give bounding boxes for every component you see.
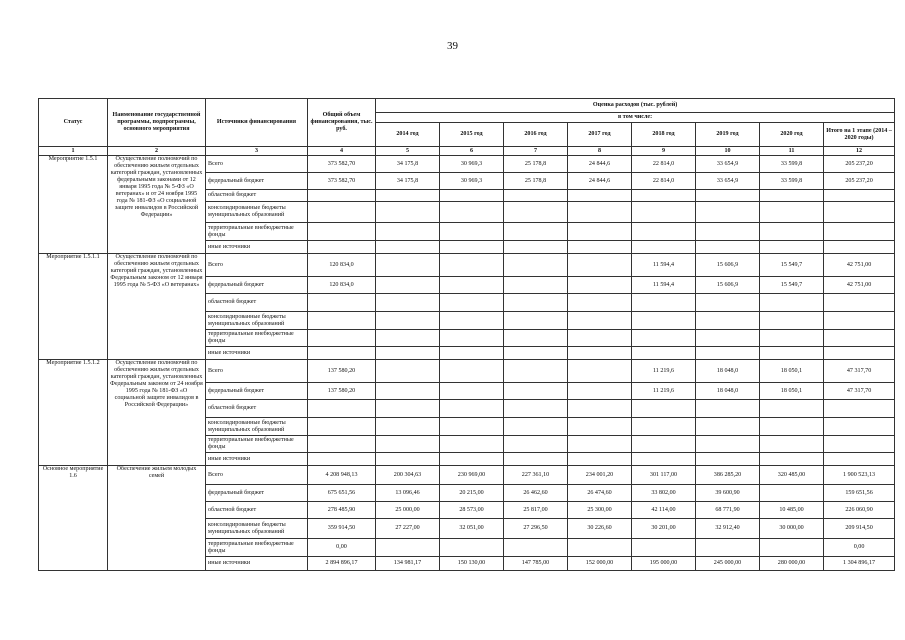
year-amount: 33 599,8 xyxy=(760,156,824,173)
table-row xyxy=(39,156,895,173)
year-amount xyxy=(376,436,440,453)
stage-total-amount xyxy=(824,347,895,360)
year-amount: 30 201,00 xyxy=(632,519,696,539)
year-amount: 27 296,50 xyxy=(504,519,568,539)
funding-source: территориальные внебюджетные фонды xyxy=(206,223,308,241)
year-amount: 15 606,9 xyxy=(696,254,760,277)
year-amount xyxy=(568,223,632,241)
stage-total-amount xyxy=(824,190,895,202)
year-amount xyxy=(760,453,824,466)
column-index: 11 xyxy=(760,147,824,156)
funding-source: иные источники xyxy=(206,347,308,360)
year-amount xyxy=(632,202,696,223)
year-amount xyxy=(376,453,440,466)
year-amount: 27 227,00 xyxy=(376,519,440,539)
column-index: 7 xyxy=(504,147,568,156)
funding-source: федеральный бюджет xyxy=(206,277,308,294)
year-amount: 11 219,6 xyxy=(632,383,696,400)
year-amount: 11 594,4 xyxy=(632,277,696,294)
year-amount xyxy=(568,241,632,254)
year-amount xyxy=(760,241,824,254)
year-amount xyxy=(376,202,440,223)
total-amount: 359 914,50 xyxy=(308,519,376,539)
year-amount xyxy=(696,294,760,312)
year-amount xyxy=(440,436,504,453)
year-amount: 18 048,0 xyxy=(696,383,760,400)
funding-source: консолидированные бюджеты муниципальных образований xyxy=(206,202,308,223)
header-estimate: Оценка расходов (тыс. рублей) xyxy=(376,99,895,113)
year-amount xyxy=(568,360,632,383)
funding-source: иные источники xyxy=(206,557,308,571)
stage-total-amount xyxy=(824,241,895,254)
year-amount: 280 000,00 xyxy=(760,557,824,571)
stage-total-amount: 1 900 523,13 xyxy=(824,466,895,485)
total-amount xyxy=(308,436,376,453)
year-amount xyxy=(440,223,504,241)
year-amount: 10 485,00 xyxy=(760,502,824,519)
year-amount xyxy=(632,241,696,254)
year-amount xyxy=(440,294,504,312)
year-amount xyxy=(504,360,568,383)
year-amount xyxy=(632,539,696,557)
stage-total-amount: 0,00 xyxy=(824,539,895,557)
year-amount xyxy=(376,241,440,254)
row-event-name: Обеспечение жильем молодых семей xyxy=(108,466,206,571)
year-amount xyxy=(504,223,568,241)
year-amount xyxy=(376,347,440,360)
year-amount xyxy=(504,418,568,436)
stage-total-amount: 42 751,00 xyxy=(824,277,895,294)
year-amount xyxy=(696,312,760,330)
total-amount: 120 834,0 xyxy=(308,277,376,294)
funding-source: Всего xyxy=(206,156,308,173)
stage-total-amount xyxy=(824,312,895,330)
year-amount: 150 130,00 xyxy=(440,557,504,571)
year-amount xyxy=(632,418,696,436)
year-amount xyxy=(376,277,440,294)
total-amount: 0,00 xyxy=(308,539,376,557)
year-amount xyxy=(760,539,824,557)
year-amount xyxy=(760,347,824,360)
year-amount: 30 969,3 xyxy=(440,173,504,190)
year-amount xyxy=(760,400,824,418)
year-amount: 30 226,60 xyxy=(568,519,632,539)
stage-total-amount: 159 651,56 xyxy=(824,485,895,502)
year-amount xyxy=(760,202,824,223)
year-amount xyxy=(504,347,568,360)
year-amount xyxy=(568,294,632,312)
year-amount: 15 549,7 xyxy=(760,277,824,294)
total-amount xyxy=(308,453,376,466)
year-amount xyxy=(504,383,568,400)
total-amount: 120 834,0 xyxy=(308,254,376,277)
year-amount: 15 606,9 xyxy=(696,277,760,294)
stage-total-amount: 226 060,90 xyxy=(824,502,895,519)
funding-source: федеральный бюджет xyxy=(206,173,308,190)
year-amount xyxy=(760,436,824,453)
year-amount xyxy=(568,202,632,223)
column-index: 9 xyxy=(632,147,696,156)
year-amount xyxy=(504,436,568,453)
funding-source: иные источники xyxy=(206,453,308,466)
year-amount xyxy=(568,277,632,294)
funding-source: Всего xyxy=(206,360,308,383)
year-amount: 245 000,00 xyxy=(696,557,760,571)
year-amount xyxy=(440,347,504,360)
stage-total-amount xyxy=(824,400,895,418)
year-amount xyxy=(376,383,440,400)
row-status: Основное мероприятие 1.6 xyxy=(39,466,108,571)
year-amount: 227 361,10 xyxy=(504,466,568,485)
year-amount xyxy=(696,202,760,223)
stage-total-amount: 42 751,00 xyxy=(824,254,895,277)
year-amount xyxy=(696,418,760,436)
column-index: 3 xyxy=(206,147,308,156)
funding-source: Всего xyxy=(206,254,308,277)
funding-source: федеральный бюджет xyxy=(206,485,308,502)
year-amount xyxy=(760,312,824,330)
year-amount: 18 048,0 xyxy=(696,360,760,383)
year-amount: 26 462,60 xyxy=(504,485,568,502)
table-row xyxy=(39,254,895,277)
year-amount: 22 814,0 xyxy=(632,173,696,190)
year-amount: 32 912,40 xyxy=(696,519,760,539)
funding-source: областной бюджет xyxy=(206,502,308,519)
header-name: Наименование государственной программы, подпрограммы, основного мероприятия xyxy=(108,99,206,147)
year-amount xyxy=(568,453,632,466)
year-amount: 11 594,4 xyxy=(632,254,696,277)
year-amount xyxy=(504,254,568,277)
year-amount: 26 474,60 xyxy=(568,485,632,502)
stage-total-amount xyxy=(824,418,895,436)
year-amount xyxy=(440,360,504,383)
year-amount: 301 117,00 xyxy=(632,466,696,485)
year-amount xyxy=(696,190,760,202)
header-year: 2020 год xyxy=(760,123,824,147)
year-amount xyxy=(376,360,440,383)
stage-total-amount: 209 914,50 xyxy=(824,519,895,539)
year-amount: 34 175,8 xyxy=(376,173,440,190)
column-index: 4 xyxy=(308,147,376,156)
year-amount xyxy=(504,453,568,466)
year-amount xyxy=(504,330,568,347)
year-amount: 20 215,00 xyxy=(440,485,504,502)
year-amount xyxy=(760,485,824,502)
row-status: Мероприятие 1.5.1 xyxy=(39,156,108,254)
year-amount xyxy=(440,190,504,202)
year-amount xyxy=(568,330,632,347)
year-amount xyxy=(504,241,568,254)
column-index: 6 xyxy=(440,147,504,156)
year-amount: 39 600,90 xyxy=(696,485,760,502)
year-amount: 18 050,1 xyxy=(760,360,824,383)
total-amount xyxy=(308,241,376,254)
stage-total-amount xyxy=(824,453,895,466)
funding-source: территориальные внебюджетные фонды xyxy=(206,436,308,453)
year-amount xyxy=(632,330,696,347)
year-amount: 152 000,00 xyxy=(568,557,632,571)
header-year: 2015 год xyxy=(440,123,504,147)
year-amount xyxy=(376,418,440,436)
year-amount: 28 573,00 xyxy=(440,502,504,519)
year-amount xyxy=(504,277,568,294)
year-amount xyxy=(376,400,440,418)
year-amount xyxy=(376,539,440,557)
year-amount xyxy=(504,312,568,330)
year-amount: 34 175,8 xyxy=(376,156,440,173)
year-amount xyxy=(568,254,632,277)
year-amount xyxy=(440,383,504,400)
row-event-name: Осуществление полномочий по обеспечению жильем отдельных категорий граждан, установленных Федеральным законом от 24 ноября 1995 года № 181-ФЗ «О социальной защите инвалидов в Российской Федерации» xyxy=(108,360,206,466)
year-amount xyxy=(504,400,568,418)
header-sources: Источники финансирования xyxy=(206,99,308,147)
page-number: 39 xyxy=(447,40,458,52)
year-amount xyxy=(376,254,440,277)
year-amount xyxy=(440,202,504,223)
funding-source: областной бюджет xyxy=(206,190,308,202)
column-index: 10 xyxy=(696,147,760,156)
year-amount xyxy=(632,400,696,418)
year-amount xyxy=(632,436,696,453)
stage-total-amount: 205 237,20 xyxy=(824,156,895,173)
total-amount xyxy=(308,330,376,347)
year-amount xyxy=(760,294,824,312)
year-amount: 25 817,00 xyxy=(504,502,568,519)
year-amount xyxy=(440,418,504,436)
header-year: 2019 год xyxy=(696,123,760,147)
year-amount xyxy=(696,539,760,557)
year-amount: 22 814,0 xyxy=(632,156,696,173)
year-amount: 33 654,9 xyxy=(696,156,760,173)
funding-source: Всего xyxy=(206,466,308,485)
year-amount xyxy=(760,418,824,436)
year-amount xyxy=(632,453,696,466)
total-amount: 4 208 948,13 xyxy=(308,466,376,485)
total-amount xyxy=(308,418,376,436)
stage-total-amount xyxy=(824,223,895,241)
funding-source: иные источники xyxy=(206,241,308,254)
header-year: 2016 год xyxy=(504,123,568,147)
funding-source: территориальные внебюджетные фонды xyxy=(206,330,308,347)
header-including: в том числе: xyxy=(376,113,895,123)
year-amount xyxy=(376,312,440,330)
year-amount xyxy=(568,436,632,453)
year-amount xyxy=(440,312,504,330)
stage-total-amount: 1 304 896,17 xyxy=(824,557,895,571)
header-year: 2014 год xyxy=(376,123,440,147)
year-amount xyxy=(696,347,760,360)
funding-source: территориальные внебюджетные фонды xyxy=(206,539,308,557)
total-amount xyxy=(308,223,376,241)
year-amount: 33 802,00 xyxy=(632,485,696,502)
year-amount: 30 969,3 xyxy=(440,156,504,173)
year-amount: 195 000,00 xyxy=(632,557,696,571)
year-amount xyxy=(696,436,760,453)
year-amount xyxy=(440,539,504,557)
funding-source: областной бюджет xyxy=(206,294,308,312)
year-amount: 13 096,46 xyxy=(376,485,440,502)
funding-source: областной бюджет xyxy=(206,400,308,418)
year-amount xyxy=(376,294,440,312)
year-amount xyxy=(504,294,568,312)
year-amount: 234 001,20 xyxy=(568,466,632,485)
funding-source: консолидированные бюджеты муниципальных образований xyxy=(206,519,308,539)
year-amount: 18 050,1 xyxy=(760,383,824,400)
column-index: 2 xyxy=(108,147,206,156)
year-amount xyxy=(632,312,696,330)
stage-total-amount xyxy=(824,202,895,223)
total-amount xyxy=(308,190,376,202)
header-status: Статус xyxy=(39,99,108,147)
column-index: 8 xyxy=(568,147,632,156)
total-amount: 373 582,70 xyxy=(308,156,376,173)
stage-total-amount xyxy=(824,436,895,453)
stage-total-amount: 47 317,70 xyxy=(824,360,895,383)
funding-source: консолидированные бюджеты муниципальных образований xyxy=(206,418,308,436)
header-year: 2018 год xyxy=(632,123,696,147)
year-amount: 320 485,00 xyxy=(760,466,824,485)
year-amount xyxy=(440,330,504,347)
year-amount xyxy=(568,539,632,557)
year-amount xyxy=(696,241,760,254)
funding-source: федеральный бюджет xyxy=(206,383,308,400)
row-status: Мероприятие 1.5.1.1 xyxy=(39,254,108,360)
year-amount: 15 549,7 xyxy=(760,254,824,277)
total-amount: 675 651,56 xyxy=(308,485,376,502)
total-amount xyxy=(308,202,376,223)
year-amount: 33 599,8 xyxy=(760,173,824,190)
year-amount: 134 981,17 xyxy=(376,557,440,571)
year-amount xyxy=(696,453,760,466)
year-amount xyxy=(568,418,632,436)
column-index: 1 xyxy=(39,147,108,156)
year-amount xyxy=(376,223,440,241)
table-row xyxy=(39,360,895,383)
year-amount: 11 219,6 xyxy=(632,360,696,383)
year-amount: 24 844,6 xyxy=(568,173,632,190)
year-amount xyxy=(696,223,760,241)
year-amount xyxy=(696,330,760,347)
stage-total-amount: 205 237,20 xyxy=(824,173,895,190)
year-amount xyxy=(760,190,824,202)
year-amount xyxy=(632,223,696,241)
year-amount: 200 304,63 xyxy=(376,466,440,485)
funding-source: консолидированные бюджеты муниципальных образований xyxy=(206,312,308,330)
year-amount: 25 178,8 xyxy=(504,173,568,190)
total-amount: 137 580,20 xyxy=(308,360,376,383)
table-row xyxy=(39,466,895,485)
year-amount xyxy=(376,190,440,202)
year-amount: 25 178,8 xyxy=(504,156,568,173)
year-amount: 147 785,00 xyxy=(504,557,568,571)
row-event-name: Осуществление полномочий по обеспечению жильем отдельных категорий граждан, установленных федеральными законами от 12 января 1995 года № 5-ФЗ «О ветеранах» и от 24 ноября 1995 года № 181-ФЗ «О социальной защите инвалидов в Российской Федерации» xyxy=(108,156,206,254)
year-amount xyxy=(440,277,504,294)
year-amount xyxy=(568,190,632,202)
year-amount: 386 285,20 xyxy=(696,466,760,485)
total-amount: 2 894 896,17 xyxy=(308,557,376,571)
year-amount xyxy=(632,347,696,360)
year-amount xyxy=(568,312,632,330)
year-amount xyxy=(760,330,824,347)
year-amount: 24 844,6 xyxy=(568,156,632,173)
year-amount xyxy=(504,190,568,202)
column-index: 5 xyxy=(376,147,440,156)
year-amount xyxy=(568,383,632,400)
header-total: Общий объем финансирования, тыс. руб. xyxy=(308,99,376,147)
total-amount: 278 485,90 xyxy=(308,502,376,519)
year-amount: 30 000,00 xyxy=(760,519,824,539)
total-amount xyxy=(308,312,376,330)
year-amount: 25 000,00 xyxy=(376,502,440,519)
header-year: 2017 год xyxy=(568,123,632,147)
total-amount xyxy=(308,400,376,418)
year-amount xyxy=(440,254,504,277)
stage-total-amount xyxy=(824,330,895,347)
year-amount: 25 300,00 xyxy=(568,502,632,519)
year-amount xyxy=(504,539,568,557)
year-amount xyxy=(568,400,632,418)
financing-table xyxy=(38,98,895,571)
year-amount: 230 969,00 xyxy=(440,466,504,485)
year-amount xyxy=(568,347,632,360)
stage-total-amount xyxy=(824,294,895,312)
year-amount xyxy=(632,294,696,312)
year-amount: 68 771,90 xyxy=(696,502,760,519)
year-amount: 42 114,00 xyxy=(632,502,696,519)
column-index: 12 xyxy=(824,147,895,156)
year-amount xyxy=(632,190,696,202)
total-amount: 373 582,70 xyxy=(308,173,376,190)
year-amount xyxy=(760,223,824,241)
row-event-name: Осуществление полномочий по обеспечению жильем отдельных категорий граждан, установленных Федеральным законом от 12 января 1995 года № 5-ФЗ «О ветеранах» xyxy=(108,254,206,360)
year-amount: 33 654,9 xyxy=(696,173,760,190)
total-amount xyxy=(308,347,376,360)
total-amount xyxy=(308,294,376,312)
year-amount xyxy=(696,400,760,418)
year-amount: 32 051,00 xyxy=(440,519,504,539)
year-amount xyxy=(376,330,440,347)
year-amount xyxy=(440,453,504,466)
row-status: Мероприятие 1.5.1.2 xyxy=(39,360,108,466)
year-amount xyxy=(504,202,568,223)
year-amount xyxy=(440,241,504,254)
stage-total-amount: 47 317,70 xyxy=(824,383,895,400)
header-year-total: Итого на 1 этапе (2014 – 2020 годы) xyxy=(824,123,895,147)
total-amount: 137 580,20 xyxy=(308,383,376,400)
year-amount xyxy=(440,400,504,418)
